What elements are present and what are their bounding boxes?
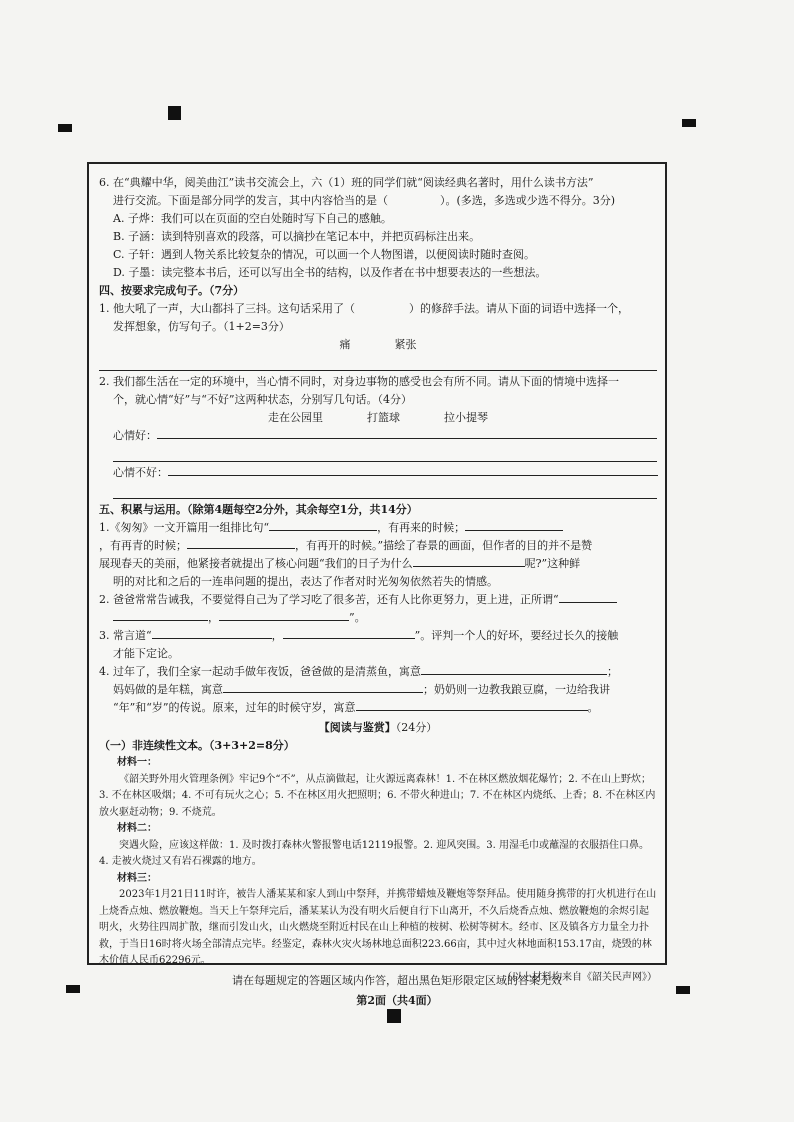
bad-mood-writing-line-2[interactable] (113, 484, 657, 499)
s5-q1-blank1[interactable] (269, 519, 377, 531)
s5-q1-line3: 展现春天的美丽，他紧接者就提出了核心问题“我们的日子为什么 呢?”这种鲜 (99, 557, 581, 570)
s5-q3-blank1[interactable] (152, 627, 272, 639)
good-mood-writing-line-2[interactable] (113, 447, 657, 462)
good-mood-writing-line[interactable] (157, 427, 657, 439)
answer-area-notice: 请在每题规定的答题区域内作答，超出黑色矩形限定区域的答案无效 (232, 974, 562, 987)
bad-mood-writing-line[interactable] (168, 464, 658, 476)
s5-q4-blank3[interactable] (356, 699, 588, 711)
s5-q1-blank3[interactable] (187, 537, 295, 549)
section5-heading: 五、积累与运用。（除第4题每空2分外，其余每空1分，共14分） (99, 503, 418, 516)
s5-q4-line3: “年”和“岁”的传说。原来，过年的时候守岁，寓意 。 (113, 701, 599, 714)
s4-q1-line2: 发挥想象，仿写句子。（1+2=3分） (113, 320, 290, 333)
material-1-text: 《韶关野外用火管理条例》牢记9个“不”，从点滴做起，让火源远离森林！1. 不在林区燃放烟花爆竹；2. 不在山上野炊；3. 不在林区吸烟；4. 不可有玩火之心；5. 不在林区用火把照明；6. 不带火种进山；7. 不在林区内烧纸、上香；8. 不在林区内放火驱赶动物；9. 不烧荒。 (99, 773, 656, 818)
s5-q4-line2: 妈妈做的是年糕，寓意 ；奶奶则一边教我踉豆腐，一边给我讲 (113, 683, 610, 696)
registration-mark (682, 119, 696, 127)
material-2-label: 材料二： (117, 823, 157, 834)
material-3-text: 2023年1月21日11时许，被告人潘某某和家人到山中祭拜，并携带蜡烛及鞭炮等祭拜品。使用随身携带的打火机进行在山上烧香点烛、燃放鞭炮。当天上午祭拜完后，潘某某认为没有明火后便自行下山离开，不久后烧香点烛、燃放鞭炮的余烬引起明火，火势往四周扩散，继而引发山火，山火燃烧至附近村民在山上种植的桉树、松树等树木。经市、区及镇各方力量全力扑救，于当日16时将火场全部清点完毕。经鉴定，森林火灾火场林地总面积223.66亩，其中过火林地面积153.17亩，烧毁的林木价值人民币62296元。 (99, 889, 657, 966)
s5-q2-line1: 2. 爸爸常常告诫我，不要觉得自己为了学习吃了很多苦，还有人比你更努力，更上进，正所谓“ (99, 591, 657, 609)
s4-q2-line2: 个，就心情“好”与“不好”这两种状态，分别写几句话。（4分） (113, 393, 412, 406)
material-3-label: 材料三： (117, 872, 157, 884)
q6-option-d: D. 子墨：读完整本书后，还可以写出全书的结构，以及作者在书中想要表达的一些想法。 (113, 266, 547, 279)
q6-option-c: C. 子轩：遇到人物关系比较复杂的情况，可以画一个人物图谱，以便阅读时随时查阅。 (113, 248, 536, 261)
word-choice: 紧张 (394, 338, 417, 351)
s4-q2-line1: 2. 我们都生活在一定的环境中，当心情不同时，对身边事物的感受也会有所不同。请从下面的情境中选择一 (99, 375, 619, 388)
scene-choice: 走在公园里 (268, 411, 323, 424)
q6-stem-line1: 6. 在“典耀中华，阅美曲江”读书交流会上，六（1）班的同学们就“阅读经典名著时，用什么读书方法” (99, 176, 594, 189)
q6-answer-blank[interactable] (388, 193, 440, 204)
s5-q3-line1: 3. 常言道“ ， ”。评判一个人的好坏，要经过长久的接触 (99, 629, 619, 642)
s5-q3-line2: 才能下定论。 (113, 647, 179, 660)
word-choice: 痛 (339, 338, 351, 351)
s4-q1-word-choices (99, 336, 657, 354)
registration-mark (168, 106, 181, 120)
s4-q1-writing-line[interactable] (99, 356, 657, 371)
s5-q4-blank1[interactable] (421, 663, 607, 675)
page-number: 第2面（共4面） (356, 994, 438, 1007)
s4-q2-scene-choices (99, 409, 657, 427)
s5-q2-line2: ， ”。 (99, 609, 657, 627)
registration-mark (58, 124, 72, 132)
s4-q1-line1: 1. 他大吼了一声，大山都抖了三抖。这句话采用了（ ）的修辞手法。请从下面的词语中选择一个， (99, 302, 629, 315)
s5-q1-blank4[interactable] (413, 555, 525, 567)
s4-q2-good-mood: 心情好： (99, 427, 657, 445)
section4-heading: 四、按要求完成句子。（7分） (99, 284, 245, 297)
s5-q3-blank2[interactable] (283, 627, 415, 639)
s5-q1-line2: ，有再青的时候； ，有再开的时候。”描绘了春景的画面，但作者的目的并不是赞 (99, 539, 593, 552)
q6-stem-line2: 进行交流。下面是部分同学的发言，其中内容恰当的是（ ）。(多选，多选或少选不得分。3分) (113, 194, 616, 207)
reading-section-title: 【阅读与鉴赏】（24分） (318, 721, 438, 734)
s4-q2-bad-mood: 心情不好： (99, 464, 657, 482)
material-1-label: 材料一： (117, 757, 157, 768)
s5-q1-blank2[interactable] (465, 519, 563, 531)
scene-choice: 拉小提琴 (444, 411, 488, 424)
material-2-text: 突遇火险，应该这样做：1. 及时拨打森林火警报警电话12119报警。2. 迎风突围。3. 用湿毛巾或蘸湿的衣服捂住口鼻。4. 走被火烧过又有岩石裸露的地方。 (99, 839, 649, 867)
q6-option-a: A. 子烨：我们可以在页面的空白处随时写下自己的感触。 (113, 212, 392, 225)
material-source: （以上材料均来自《韶关民声网》） (502, 971, 657, 983)
scene-choice: 打篮球 (367, 411, 400, 424)
s5-q2-blank3[interactable] (219, 609, 349, 621)
reading-part1-heading: （一）非连续性文本。（3+3+2=8分） (99, 739, 295, 752)
exam-content (99, 174, 657, 986)
registration-mark (387, 1009, 401, 1023)
s4-q1-answer-blank[interactable] (355, 301, 409, 312)
s5-q2-blank2[interactable] (113, 609, 208, 621)
s5-q1-line1: 1.《匆匆》一文开篇用一组排比句“ ，有再来的时候； (99, 519, 657, 537)
s5-q4-blank2[interactable] (223, 681, 423, 693)
s5-q2-blank1[interactable] (559, 591, 617, 603)
q6-option-b: B. 子涵：读到特别喜欢的段落，可以摘抄在笔记本中，并把页码标注出来。 (113, 230, 481, 243)
s5-q1-line4: 明的对比和之后的一连串问题的提出，表达了作者对时光匆匆依然若失的情感。 (113, 575, 498, 588)
s5-q4-line1: 4. 过年了，我们全家一起动手做年夜饭，爸爸做的是清蒸鱼，寓意 ； (99, 665, 618, 678)
